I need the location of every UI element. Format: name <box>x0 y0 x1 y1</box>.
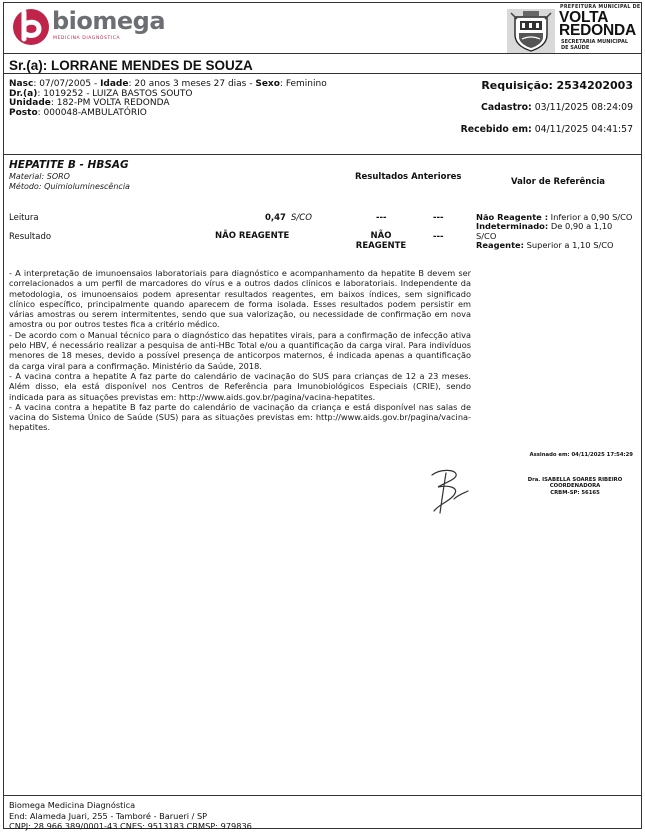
divider <box>4 154 641 155</box>
patient-info <box>9 80 327 118</box>
ref-line1-label: Não Reagente : <box>476 212 549 222</box>
posto-line <box>9 109 327 119</box>
requisicao-value: 2534202003 <box>556 79 633 92</box>
leitura-prev-1: --- <box>376 213 387 223</box>
city-seal-icon <box>507 9 555 53</box>
doctor-block <box>509 477 641 496</box>
ref-line1-value: Inferior a 0,90 S/CO <box>548 212 633 222</box>
recebido <box>461 124 633 135</box>
leitura-value: 0,47 <box>265 213 286 223</box>
posto-value: : 000048-AMBULATÓRIO <box>37 107 147 118</box>
ref-line3-label: Reagente: <box>476 240 524 251</box>
idade-label: Idade <box>100 79 129 89</box>
report-page <box>3 2 642 829</box>
secretaria-line-1: SECRETARIA MUNICIPAL <box>561 39 629 45</box>
nasc-value: : 07/07/2005 - <box>33 79 101 89</box>
unidade-value: : 182-PM VOLTA REDONDA <box>50 98 170 109</box>
ref-line3-value: Superior a 1,10 S/CO <box>524 240 614 251</box>
secretaria-line-2: DE SAÚDE <box>561 45 590 51</box>
exam-material: Material: SORO <box>9 172 70 181</box>
resultado-value: NÃO REAGENTE <box>215 231 290 241</box>
reference-values <box>476 213 642 251</box>
footer-ids: CNPJ: 28.966.389/0001-43 CNES: 9513183 CRMSP: 979836 <box>9 821 252 831</box>
handwritten-signature <box>424 465 472 517</box>
resultado-prev-1-line-1: NÃO <box>370 231 392 241</box>
brand-name: biomega <box>52 7 166 35</box>
footer-address: End: Alameda Juari, 255 - Tamboré - Barueri / SP <box>9 810 208 821</box>
divider <box>4 53 641 54</box>
note-paragraph: - A interpretação de imunoensaios laboratoriais para diagnóstico e acompanhamento da hepatite B devem ser correlacionados a um perfil de marcadores do vírus e a outros dados clínicos e laboratoriais. Independente da metodologia, os imunoensaios podem apresentar resultados reagentes, em baixos índices, sem significado clínico específico, principalmente quando aparecem de forma isolada. Esses resultados podem persistir em várias amostras ou serem intermitentes, sendo que sua valorização, ou necessidade de confirmação em nova amostra ou por outros testes fica a critério médico. <box>9 268 471 330</box>
exam-notes <box>9 268 471 433</box>
divider <box>4 795 641 796</box>
ref-indeterminado <box>476 222 642 231</box>
note-paragraph: - A vacina contra a hepatite B faz parte do calendário de vacinação da criança e está disponível nas salas de vacina do Sistema Único de Saúde (SUS) para as situações previstas em: http://www.aids.gov.br/pagina/vacina-hepatites. <box>9 401 471 433</box>
exam-title: HEPATITE B - HBSAG <box>9 159 129 171</box>
ref-line2-value: De 0,90 a 1,10 <box>548 221 613 232</box>
sexo-value: : Feminino <box>279 79 327 89</box>
leitura-prev-2: --- <box>433 213 444 223</box>
signed-at: Assinado em: 04/11/2025 17:54:29 <box>529 452 633 458</box>
requisicao-label: Requisição: <box>481 79 553 92</box>
city-name <box>559 11 636 37</box>
requisicao <box>481 79 633 92</box>
city-line-1: VOLTA <box>559 9 609 26</box>
ref-line2-label: Indeterminado: <box>476 221 549 232</box>
nasc-label: Nasc <box>9 79 34 89</box>
patient-name: Sr.(a): LORRANE MENDES DE SOUZA <box>9 58 253 73</box>
previous-results-header: Resultados Anteriores <box>355 172 462 182</box>
divider <box>4 73 641 74</box>
resultado-prev-1 <box>354 232 408 251</box>
cadastro <box>481 102 633 113</box>
dr-label: Dr.(a) <box>9 88 38 99</box>
note-paragraph: - A vacina contra a hepatite A faz parte do calendário de vacinação do SUS para crianças de 12 a 23 meses. Além disso, ela está disponível nos Centros de Referência para Imunobiológicos Especiais (CRIE), sendo indicada para as situações previstas em: http://www.aids.gov.br/pagina/vacina-hepatites. <box>9 370 471 402</box>
unidade-label: Unidade <box>9 98 51 109</box>
footer <box>9 800 252 832</box>
cadastro-value: 03/11/2025 08:24:09 <box>534 102 633 113</box>
recebido-label: Recebido em: <box>460 124 532 135</box>
doctor-name: Dra. ISABELLA SOARES RIBEIRO <box>527 477 623 483</box>
brand-subtitle: MEDICINA DIAGNÓSTICA <box>53 36 121 41</box>
reference-header: Valor de Referência <box>511 177 606 187</box>
doctor-crm: CRBM-SP: 56165 <box>550 489 600 496</box>
row-label-resultado: Resultado <box>9 232 52 242</box>
resultado-prev-1-line-2: REAGENTE <box>355 240 407 251</box>
row-label-leitura: Leitura <box>9 213 39 223</box>
dr-value: : 1019252 - LUIZA BASTOS SOUTO <box>37 88 193 99</box>
prefeitura-label: PREFEITURA MUNICIPAL DE <box>560 5 641 10</box>
idade-value: : 20 anos 3 meses 27 dias - <box>128 79 256 89</box>
ref-line2-cont: S/CO <box>476 230 497 241</box>
sexo-label: Sexo <box>255 79 280 89</box>
secretaria-label <box>561 39 628 51</box>
biomega-logo-icon <box>12 6 50 46</box>
resultado-prev-2: --- <box>433 232 444 242</box>
footer-company: Biomega Medicina Diagnóstica <box>9 800 136 810</box>
recebido-value: 04/11/2025 04:41:57 <box>534 124 633 135</box>
ref-reagente <box>476 241 642 250</box>
exam-method: Método: Quimioluminescência <box>9 182 130 191</box>
doctor-role: COORDENADORA <box>549 483 601 490</box>
city-line-2: REDONDA <box>559 22 636 39</box>
cadastro-label: Cadastro: <box>481 102 532 113</box>
posto-label: Posto <box>9 107 38 118</box>
leitura-unit: S/CO <box>291 213 312 223</box>
note-paragraph: - De acordo com o Manual técnico para o diagnóstico das hepatites virais, para a confirmação de infecção ativa pelo HBV, é necessário realizar a pesquisa de anti-HBc Total e/ou a quantificação da carga viral. Para indivíduos menores de 18 meses, devido a possível presença de anticorpos maternos, é indicada apenas a quantificação da carga viral para a confirmação. Ministério da Saúde, 2018. <box>9 329 471 371</box>
